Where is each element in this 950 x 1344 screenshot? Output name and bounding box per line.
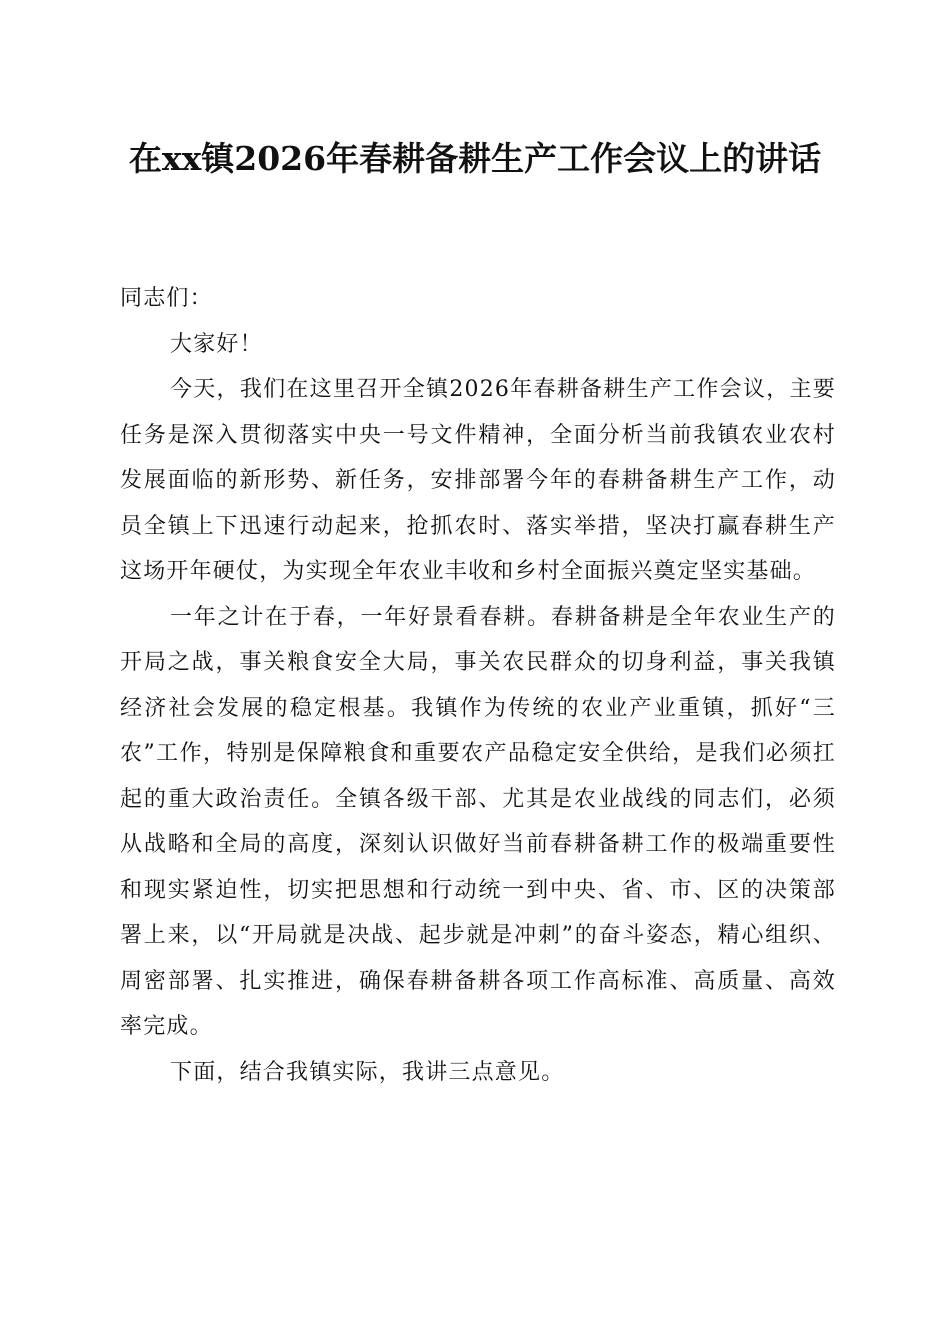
salutation: 同志们： [120,286,213,311]
document-body [120,276,836,1095]
paragraph-transition: 下面，结合我镇实际，我讲三点意见。 [170,1059,565,1085]
paragraph-meeting-purpose: 今天，我们在这里召开全镇2026年春耕备耕生产工作会议，主要任务是深入贯彻落实中央一号文件精神，全面分析当前我镇农业农村发展面临的新形势、新任务，安排部署今年的春耕备耕生产工作，动员全镇上下迅速行动起来，抢抓农时、落实举措，坚决打赢春耕生产这场开年硬仗，为实现全年农业丰收和乡村全面振兴奠定坚实基础。 [120,377,836,584]
paragraph-importance: 一年之计在于春，一年好景看春耕。春耕备耕是全年农业生产的开局之战，事关粮食安全大局，事关农民群众的切身利益，事关我镇经济社会发展的稳定根基。我镇作为传统的农业产业重镇，抓好“三农”工作，特别是保障粮食和重要农产品稳定安全供给，是我们必须扛起的重大政治责任。全镇各级干部、尤其是农业战线的同志们，必须从战略和全局的高度，深刻认识做好当前春耕备耕工作的极端重要性和现实紧迫性，切实把思想和行动统一到中央、省、市、区的决策部署上来，以“开局就是决战、起步就是冲刺”的奋斗姿态，精心组织、周密部署、扎实推进，确保春耕备耕各项工作高标准、高质量、高效率完成。 [120,604,836,1039]
document-title: 在xx镇2026年春耕备耕生产工作会议上的讲话 [128,139,822,178]
paragraph-greeting: 大家好！ [170,331,263,357]
